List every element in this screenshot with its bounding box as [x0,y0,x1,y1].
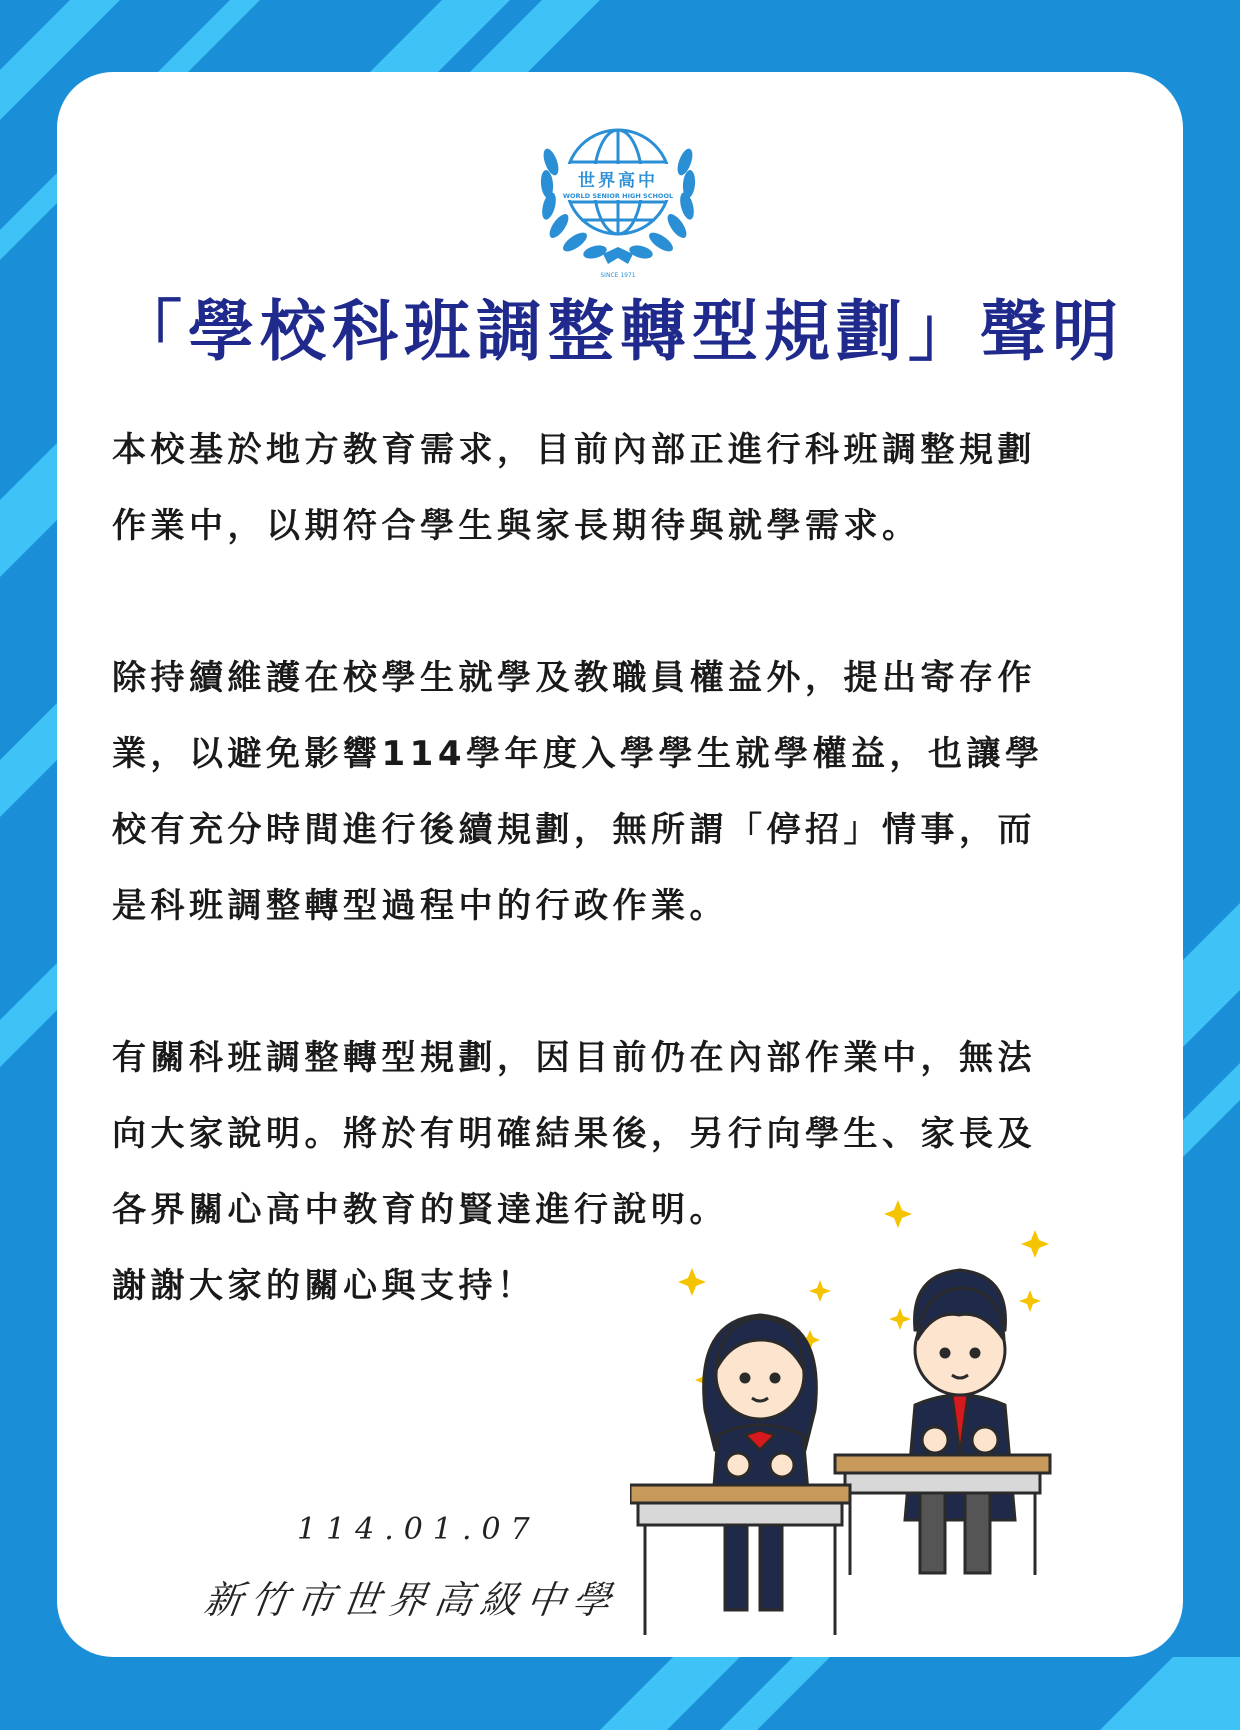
logo-since: SINCE 1971 [600,272,636,279]
desk [630,1485,850,1635]
logo-name-en: WORLD SENIOR HIGH SCHOOL [562,192,674,200]
page-title: 「學校科班調整轉型規劃」聲明 [116,293,1124,370]
text-line: 是科班調整轉型過程中的行政作業。 [112,886,728,926]
text-line: 業，以避免影響114學年度入學學生就學權益，也讓學 [112,734,1044,774]
paragraph [112,412,1132,564]
date: 114.01.07 [297,1512,540,1547]
ribbon-icon [603,247,633,264]
paragraph [112,640,1132,944]
signature: 新竹市世界高級中學 [201,1578,622,1622]
text-line: 除持續維護在校學生就學及教職員權益外，提出寄存作 [112,658,1036,698]
text-line: 作業中，以期符合學生與家長期待與就學需求。 [112,506,921,546]
desk [835,1455,1050,1575]
school-logo [533,102,703,282]
text-line: 校有充分時間進行後續規劃，無所謂「停招」情事，而 [112,810,1036,850]
students-illustration [630,1190,1150,1650]
text-line: 謝謝大家的關心與支持！ [112,1266,536,1306]
paragraph-spacer [112,944,1132,1020]
paragraph-spacer [112,564,1132,640]
text-line: 各界關心高中教育的賢達進行說明。 [112,1190,728,1230]
text-line: 本校基於地方教育需求，目前內部正進行科班調整規劃 [112,430,1036,470]
logo-name-zh: 世界高中 [578,171,658,191]
laurel-left-icon [540,147,609,261]
text-line: 向大家說明。將於有明確結果後，另行向學生、家長及 [112,1114,1036,1154]
laurel-right-icon [628,147,697,261]
text-line: 有關科班調整轉型規劃，因目前仍在內部作業中，無法 [112,1038,1036,1078]
statement-body [112,412,1132,1324]
